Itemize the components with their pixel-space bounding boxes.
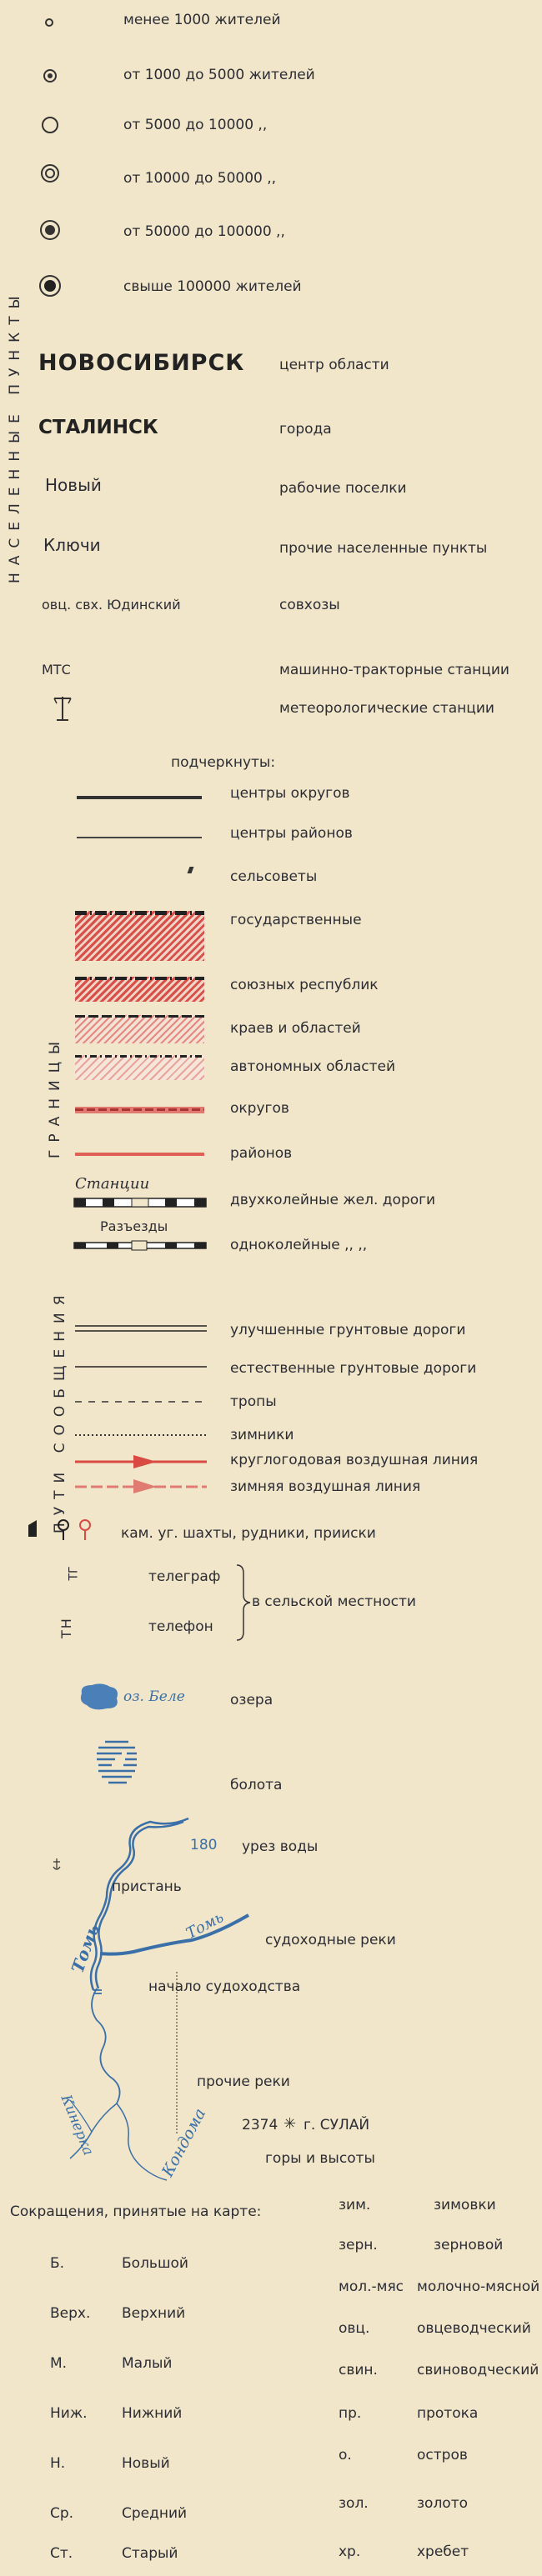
label-mines: кам. уг. шахты, рудники, прииски	[121, 1525, 376, 1542]
river-name-kinerka: Кинерка	[57, 2092, 97, 2158]
abbr-right-6: пр.	[339, 2405, 362, 2422]
label-other-settlement: прочие населенные пункты	[279, 540, 488, 557]
weather-station-icon	[52, 693, 73, 723]
mountain-height: 2374	[242, 2117, 279, 2133]
label-region-center: центр области	[279, 357, 389, 373]
label-border-rayon: районов	[230, 1145, 293, 1162]
sample-lake: оз. Беле	[123, 1688, 185, 1705]
label-dirt-road: естественные грунтовые дороги	[230, 1360, 477, 1377]
label-other-rivers: прочие реки	[197, 2073, 290, 2090]
sample-region-center: НОВОСИБИРСК	[38, 350, 245, 376]
border-state-swatch	[75, 911, 204, 961]
abbr-left-4-full: Нижний	[122, 2405, 183, 2422]
telephone-mark: ТН	[58, 1617, 74, 1638]
mountain-name: г. СУЛАЙ	[304, 2117, 370, 2133]
settlement-symbol-6	[39, 275, 61, 297]
abbr-left-3-full: Малый	[122, 2355, 173, 2372]
label-double-railway: двухколейные жел. дороги	[230, 1192, 436, 1208]
abbr-left-7-full: Старый	[122, 2545, 178, 2562]
label-rayon-centers: центры районов	[230, 825, 353, 842]
abbr-right-9: хр.	[339, 2543, 361, 2560]
telegraph-mark: ТГ	[67, 1566, 81, 1581]
sample-mts: МТС	[42, 662, 71, 678]
sample-workers-settlement: Новый	[45, 475, 102, 495]
label-mountains: горы и высоты	[265, 2150, 375, 2167]
settlement-label-5: от 50000 до 100000 ,,	[123, 223, 285, 240]
settlement-label-3: от 5000 до 10000 ,,	[123, 117, 268, 133]
abbr-right-2-full: зерновой	[434, 2237, 504, 2253]
lake-icon	[77, 1682, 122, 1712]
settlement-symbol-2	[43, 69, 57, 83]
label-mts: машинно-тракторные станции	[279, 662, 509, 678]
abbr-left-5-full: Новый	[122, 2455, 170, 2472]
label-winter-airline: зимняя воздушная линия	[230, 1478, 421, 1495]
abbr-right-9-full: хребет	[417, 2543, 469, 2560]
border-okrug-swatch	[75, 1107, 204, 1113]
single-track-railway-icon	[73, 1238, 208, 1253]
settlement-label-2: от 1000 до 5000 жителей	[123, 67, 315, 83]
abbr-right-4: овц.	[339, 2320, 370, 2337]
abbr-right-8-full: золото	[417, 2495, 469, 2512]
abbr-right-1: зим.	[339, 2197, 371, 2213]
settlement-symbol-5	[40, 220, 60, 240]
underlined-heading: подчеркнуты:	[171, 754, 276, 771]
abbr-right-2: зерн.	[339, 2237, 378, 2253]
winter-airline-icon	[73, 1475, 208, 1495]
river-name-kondoma: Кондома	[158, 2105, 210, 2180]
label-pier: пристань	[112, 1878, 182, 1895]
label-border-autonomous: автономных областей	[230, 1058, 396, 1075]
sample-cities: СТАЛИНСК	[38, 417, 158, 438]
label-trail: тропы	[230, 1393, 277, 1410]
label-telephone: телефон	[148, 1618, 213, 1635]
water-level-value: 180	[190, 1837, 218, 1853]
abbreviations-heading: Сокращения, принятые на карте:	[10, 2203, 262, 2220]
settlement-symbol-4	[41, 164, 59, 183]
label-rural-area: в сельской местности	[252, 1593, 416, 1610]
abbr-left-3: М.	[50, 2355, 68, 2372]
communication-side-label: ПУТИ СООБЩЕНИЯ	[52, 1288, 68, 1533]
label-lakes: озера	[230, 1692, 274, 1708]
sample-other-settlement: Ключи	[43, 535, 101, 555]
settlement-label-1: менее 1000 жителей	[123, 12, 281, 28]
rayon-center-line	[77, 837, 202, 838]
label-border-okrug: округов	[230, 1100, 289, 1117]
abbr-right-3: мол.-мяс	[339, 2278, 404, 2295]
settlement-symbol-3	[42, 117, 58, 133]
abbr-right-5-full: свиноводческий	[417, 2362, 539, 2378]
swamp-icon	[93, 1737, 140, 1788]
label-single-railway: одноколейные ,, ,,	[230, 1237, 368, 1253]
abbr-left-5: Н.	[50, 2455, 66, 2472]
abbr-left-1-full: Большой	[122, 2255, 188, 2272]
abbr-right-1-full: зимовки	[434, 2197, 496, 2213]
abbr-right-8: зол.	[339, 2495, 369, 2512]
abbr-right-3-full: молочно-мясной	[417, 2278, 540, 2295]
label-water-level: урез воды	[242, 1838, 319, 1855]
abbr-right-6-full: протока	[417, 2405, 479, 2422]
abbr-right-7-full: остров	[417, 2447, 468, 2463]
label-improved-road: улучшенные грунтовые дороги	[230, 1322, 466, 1338]
sample-siding: Разъезды	[100, 1218, 168, 1234]
district-center-line	[77, 796, 202, 799]
label-telegraph: телеграф	[148, 1568, 221, 1585]
label-cities: города	[279, 421, 332, 438]
sample-station: Станции	[75, 1175, 150, 1193]
abbr-right-5: свин.	[339, 2362, 378, 2378]
label-selsovets: сельсоветы	[230, 868, 318, 885]
abbr-right-7: о.	[339, 2447, 352, 2463]
abbr-left-6-full: Средний	[122, 2505, 188, 2522]
settlement-label-6: свыше 100000 жителей	[123, 278, 302, 295]
label-border-region: краев и областей	[230, 1020, 361, 1037]
abbr-left-6: Ср.	[50, 2505, 74, 2522]
selsovet-mark	[188, 867, 194, 873]
border-autonomous-swatch	[75, 1055, 204, 1080]
settlement-label-4: от 10000 до 50000 ,,	[123, 170, 277, 187]
improved-road-icon	[73, 1323, 208, 1333]
year-round-airline-icon	[73, 1450, 208, 1468]
label-workers-settlement: рабочие поселки	[279, 480, 407, 497]
label-border-republic: союзных республик	[230, 977, 379, 993]
abbr-left-2: Верх.	[50, 2305, 91, 2322]
trail-icon	[73, 1398, 208, 1405]
settlements-side-label: НАСЕЛЕННЫЕ ПУНКТЫ	[7, 288, 23, 583]
river-name-tom-2: Томь	[183, 1908, 227, 1943]
mountain-peak-icon: ✳	[284, 2115, 297, 2133]
border-rayon-swatch	[75, 1153, 204, 1156]
label-navigable-rivers: судоходные реки	[265, 1932, 396, 1948]
label-swamps: болота	[230, 1777, 283, 1793]
mine-icons	[25, 1517, 108, 1543]
label-border-state: государственные	[230, 912, 362, 928]
label-navigation-start: начало судоходства	[148, 1978, 301, 1995]
label-year-round-airline: круглогодовая воздушная линия	[230, 1452, 479, 1468]
abbr-right-4-full: овцеводческий	[417, 2320, 531, 2337]
borders-side-label: ГРАНИЦЫ	[47, 1034, 63, 1158]
label-weather-station: метеорологические станции	[279, 700, 494, 717]
border-republic-swatch	[75, 977, 204, 1002]
abbr-left-2-full: Верхний	[122, 2305, 186, 2322]
settlement-symbol-1	[45, 18, 53, 27]
abbr-left-7: Ст.	[50, 2545, 73, 2562]
comms-brace	[233, 1563, 252, 1642]
border-region-swatch	[75, 1015, 204, 1043]
winter-road-icon	[73, 1432, 208, 1438]
dirt-road-icon	[73, 1363, 208, 1370]
label-sovkhoz: совхозы	[279, 597, 340, 613]
double-track-railway-icon	[73, 1195, 208, 1212]
label-okrug-centers: центры округов	[230, 785, 350, 802]
sample-sovkhoz: овц. свх. Юдинский	[42, 597, 181, 613]
abbr-left-4: Ниж.	[50, 2405, 88, 2422]
river-name-tom-1: Томь	[67, 1921, 103, 1976]
abbr-left-1: Б.	[50, 2255, 65, 2272]
label-winter-road: зимники	[230, 1427, 294, 1443]
